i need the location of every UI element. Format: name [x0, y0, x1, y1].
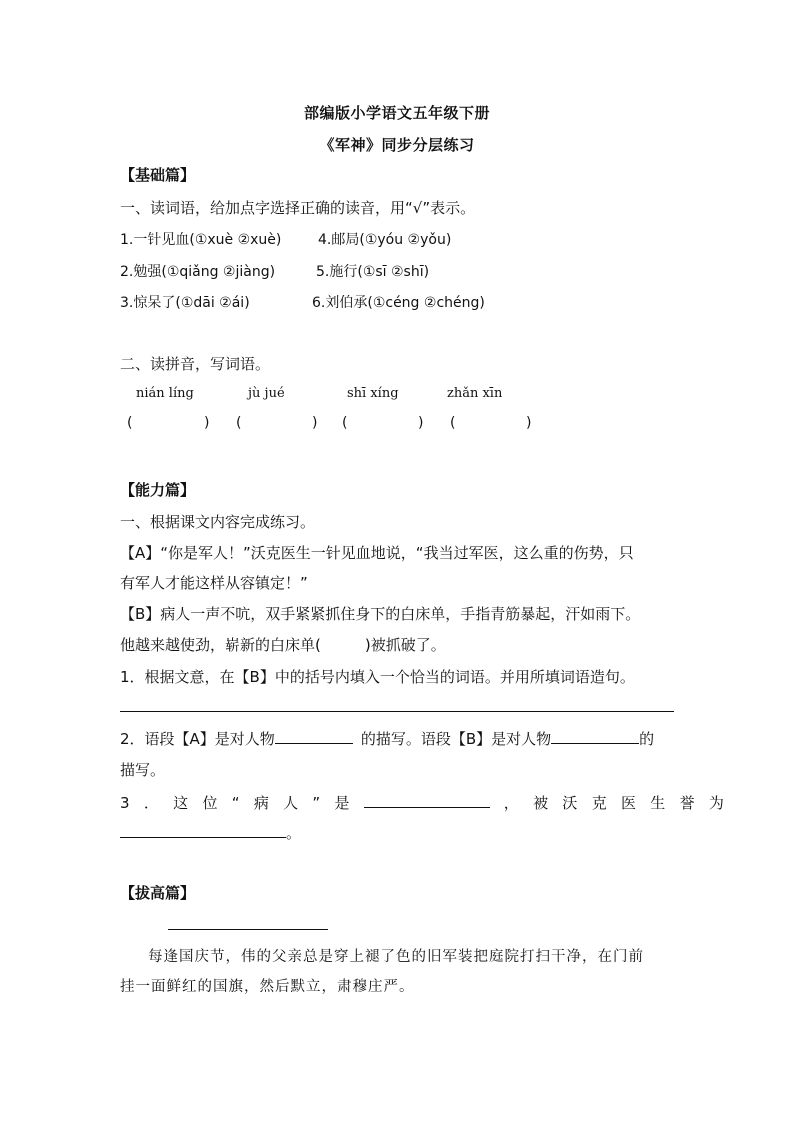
section-ability-heading: 【能力篇】 — [120, 481, 196, 499]
ability-q3-line-2 — [120, 822, 301, 843]
passage-b-text-before: 他越来越使劲，崭新的白床单( — [120, 636, 321, 654]
passage-title-blank[interactable] — [168, 929, 328, 930]
basic-q1-item-1: 1.一针见血(①xuè ②xuè) — [120, 232, 282, 248]
q2-text-b: 的描写。语段【B】是对人物 — [360, 730, 552, 748]
page-title: 部编版小学语文五年级下册 — [303, 104, 490, 122]
q1-answer-line[interactable] — [120, 711, 674, 712]
section-basic-heading: 【基础篇】 — [120, 166, 196, 184]
section-advanced-heading: 【拔高篇】 — [120, 884, 196, 902]
basic-q1-item-2: 2.勉强(①qiǎng ②jiàng) — [120, 264, 276, 280]
pinyin-1: nián líng — [136, 386, 194, 401]
q3-blank-1[interactable] — [364, 793, 490, 808]
pinyin-3: shī xíng — [347, 386, 399, 401]
q3-text-b: ，被沃克医生誉为 — [503, 794, 739, 812]
basic-q1-item-6: 6.刘伯承(①céng ②chéng) — [312, 295, 485, 311]
answer-box-2-open: ( — [236, 415, 242, 431]
pinyin-2: jù jué — [248, 386, 285, 401]
basic-q2-prompt: 二、读拼音，写词语。 — [120, 355, 271, 373]
answer-box-1-open: ( — [127, 415, 133, 431]
passage-b-line-1: 【B】病人一声不吭，双手紧紧抓住身下的白床单，手指青筋暴起，汗如雨下。 — [120, 605, 641, 623]
q2-text-c: 的 — [639, 730, 655, 748]
answer-box-3-close: ) — [418, 415, 424, 431]
q3-blank-2[interactable] — [120, 823, 286, 838]
ability-prompt: 一、根据课文内容完成练习。 — [120, 513, 316, 531]
ability-q2-line-2: 描写。 — [120, 761, 166, 779]
basic-q1-prompt: 一、读词语，给加点字选择正确的读音，用“√”表示。 — [120, 199, 476, 217]
q3-text-a: 3．这位“病人”是 — [120, 794, 364, 812]
answer-box-4-open: ( — [450, 415, 456, 431]
ability-q2-line-1 — [120, 728, 654, 749]
page-subtitle: 《军神》同步分层练习 — [319, 136, 475, 154]
q2-blank-2[interactable] — [551, 729, 639, 744]
basic-q1-item-4: 4.邮局(①yóu ②yǒu) — [318, 232, 452, 248]
passage-a-line-1: 【A】“你是军人！”沃克医生一针见血地说，“我当过军医，这么重的伤势，只 — [120, 544, 634, 562]
ability-q3-line-1 — [120, 792, 738, 813]
q3-text-c: 。 — [286, 824, 302, 842]
answer-box-4-close: ) — [526, 415, 532, 431]
advanced-passage-line-1: 每逢国庆节，伟的父亲总是穿上褪了色的旧军装把庭院打扫干净，在门前 — [148, 949, 644, 965]
basic-q1-item-3: 3.惊呆了(①dāi ②ái) — [120, 295, 250, 311]
ability-q1: 1．根据文意，在【B】中的括号内填入一个恰当的词语。并用所填词语造句。 — [120, 668, 635, 686]
q2-blank-1[interactable] — [275, 729, 353, 744]
answer-box-1-close: ) — [204, 415, 210, 431]
pinyin-4: zhǎn xīn — [447, 386, 503, 401]
passage-b-text-after: )被抓破了。 — [364, 636, 446, 654]
answer-box-2-close: ) — [312, 415, 318, 431]
answer-box-3-open: ( — [342, 415, 348, 431]
advanced-passage-line-2: 挂一面鲜红的国旗，然后默立，肃穆庄严。 — [120, 979, 415, 995]
passage-a-line-2: 有军人才能这样从容镇定！” — [120, 574, 308, 592]
basic-q1-item-5: 5.施行(①sī ②shī) — [316, 264, 430, 280]
q2-text-a: 2．语段【A】是对人物 — [120, 730, 275, 748]
passage-b-line-2 — [120, 634, 446, 655]
